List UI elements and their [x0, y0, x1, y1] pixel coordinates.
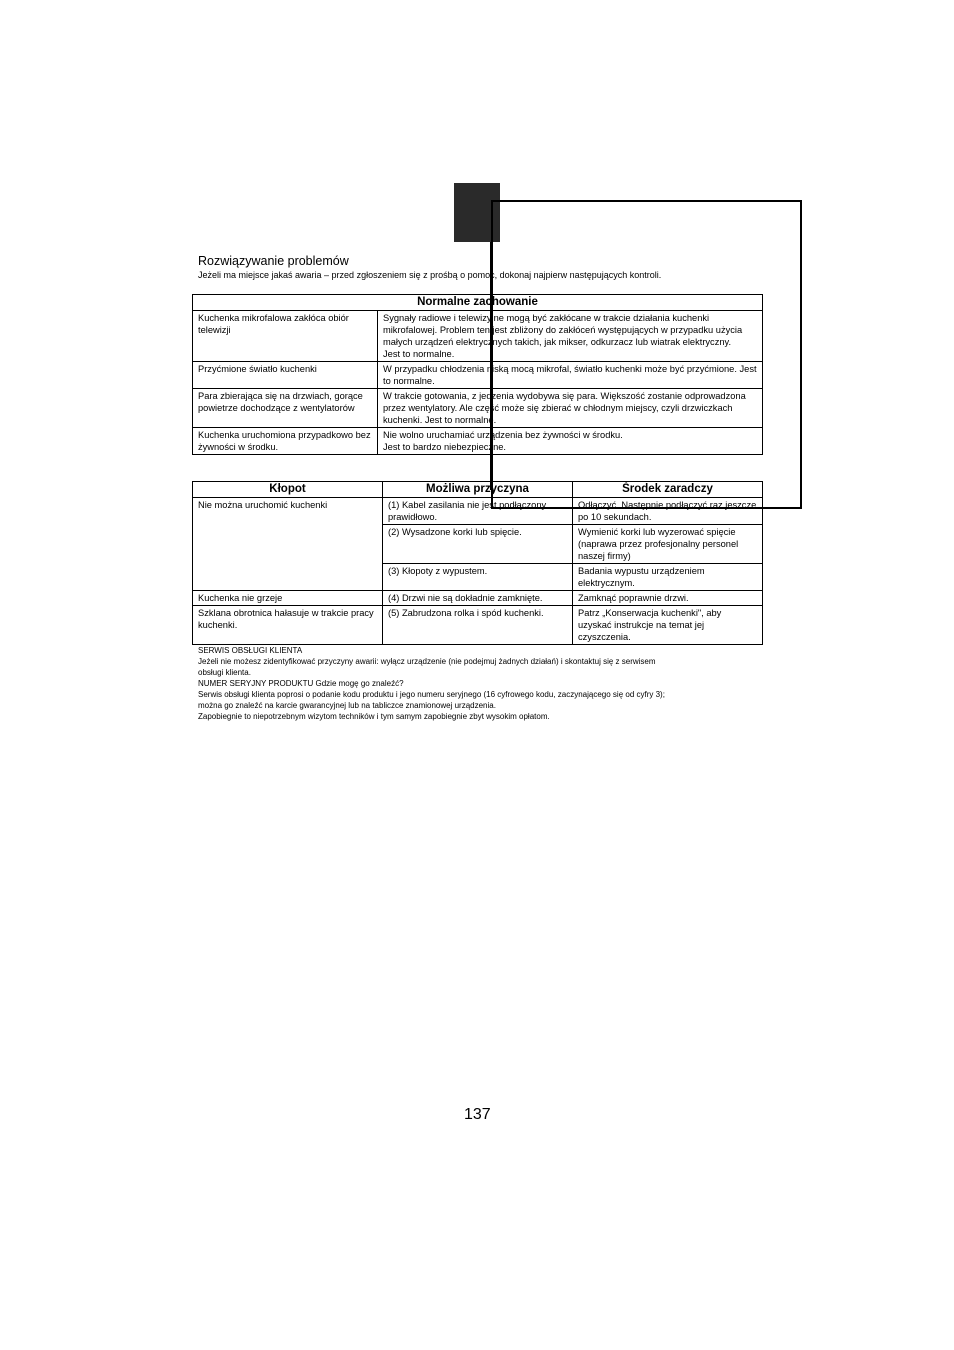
table-header-row [193, 482, 763, 498]
cause-column-header: Możliwa przyczyna [383, 482, 573, 498]
explanation-cell: W trakcie gotowania, z jedzenia wydobywa się para. Większość zostanie odprowadzona przez wentylatory. Ale część może się zbierać w chłodnym miejscy, czyli drzwiczkach kuchenki. Jest to normalne. [378, 389, 763, 428]
service-heading: SERWIS OBSŁUGI KLIENTA [198, 646, 303, 655]
symptom-cell: Przyćmione światło kuchenki [193, 362, 378, 389]
problem-column-header: Kłopot [193, 482, 383, 498]
table-row [193, 498, 763, 525]
table-row [193, 362, 763, 389]
service-text: Jeżeli nie możesz zidentyfikować przyczyny awarii: wyłącz urządzenie (nie podejmuj żadnych działań) i skontaktuj się z serwisem [198, 657, 656, 666]
cause-cell: (5) Zabrudzona rolka i spód kuchenki. [383, 606, 573, 645]
explanation-cell: Sygnały radiowe i telewizyjne mogą być zakłócane w trakcie działania kuchenki mikrofalowej. Problem ten jest zbliżony do zakłóceń występujących w przypadku użycia małych urządzeń elektrycznych takich, jak mikser, odkurzacz lub wiatrak elektryczny. Jest to normalne. [378, 311, 763, 362]
page-number: 137 [464, 1106, 491, 1123]
explanation-cell: W przypadku chłodzenia niską mocą mikrofal, światło kuchenki może być przyćmione. Jest to normalne. [378, 362, 763, 389]
service-text: obsługi klienta. [198, 668, 251, 677]
normal-behaviour-header: Normalne zachowanie [193, 295, 763, 311]
table-row [193, 591, 763, 606]
table-row [193, 311, 763, 362]
remedy-cell: Wymienić korki lub wyzerować spięcie (naprawa przez profesjonalny personel naszej firmy) [573, 525, 763, 564]
intro-text: Jeżeli ma miejsce jakaś awaria – przed zgłoszeniem się z prośbą o pomoc, dokonaj najpierw następujących kontroli. [198, 270, 662, 280]
problem-cell: Nie można uruchomić kuchenki [193, 498, 383, 591]
service-text: można go znaleźć na karcie gwarancyjnej lub na tabliczce znamionowej urządzenia. [198, 701, 496, 710]
cause-cell: (3) Kłopoty z wypustem. [383, 564, 573, 591]
table-header-row [193, 295, 763, 311]
section-title: Rozwiązywanie problemów [198, 254, 349, 268]
serial-number-heading: NUMER SERYJNY PRODUKTU Gdzie mogę go znaleźć? [198, 679, 404, 688]
service-text: Zapobiegnie to niepotrzebnym wizytom techników i tym samym zapobiegnie zbyt wysokim opłatom. [198, 712, 550, 721]
symptom-cell: Kuchenka uruchomiona przypadkowo bez żywności w środku. [193, 428, 378, 455]
remedy-cell: Odłączyć. Następnie podłączyć raz jeszcze po 10 sekundach. [573, 498, 763, 525]
service-text: Serwis obsługi klienta poprosi o podanie kodu produktu i jego numeru seryjnego (16 cyfrowego kodu, zaczynającego się od cyfry 3); [198, 690, 665, 699]
explanation-cell: Nie wolno uruchamiać urządzenia bez żywności w środku. Jest to bardzo niebezpieczne. [378, 428, 763, 455]
cause-cell: (1) Kabel zasilania nie jest podłączony prawidłowo. [383, 498, 573, 525]
customer-service-section [198, 645, 758, 722]
symptom-cell: Para zbierająca się na drzwiach, gorące powietrze dochodzące z wentylatorów [193, 389, 378, 428]
problem-cell: Szklana obrotnica hałasuje w trakcie pracy kuchenki. [193, 606, 383, 645]
normal-behaviour-table [192, 294, 763, 455]
problem-cell: Kuchenka nie grzeje [193, 591, 383, 606]
remedy-column-header: Środek zaradczy [573, 482, 763, 498]
remedy-cell: Badania wypustu urządzeniem elektrycznym. [573, 564, 763, 591]
symptom-cell: Kuchenka mikrofalowa zakłóca obiór telewizji [193, 311, 378, 362]
table-row [193, 389, 763, 428]
troubleshooting-table [192, 481, 763, 645]
remedy-cell: Patrz „Konserwacja kuchenki", aby uzyskać instrukcje na temat jej czyszczenia. [573, 606, 763, 645]
table-row [193, 606, 763, 645]
table-row [193, 428, 763, 455]
remedy-cell: Zamknąć poprawnie drzwi. [573, 591, 763, 606]
cause-cell: (4) Drzwi nie są dokładnie zamknięte. [383, 591, 573, 606]
cause-cell: (2) Wysadzone korki lub spięcie. [383, 525, 573, 564]
